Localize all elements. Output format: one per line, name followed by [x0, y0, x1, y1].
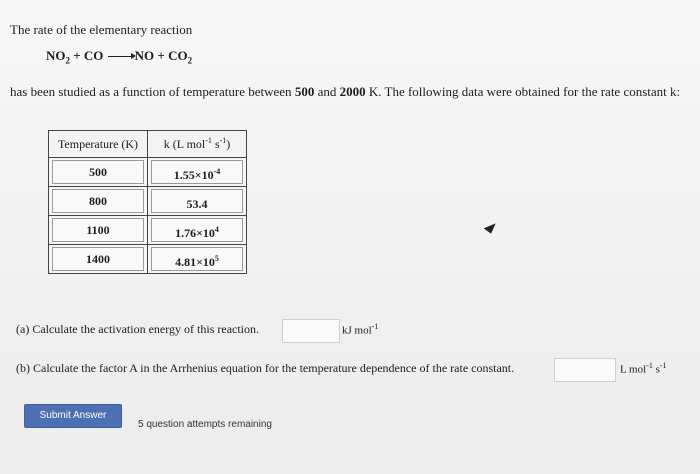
header-temperature: Temperature (K): [49, 131, 148, 158]
table-row: [49, 187, 247, 216]
reactant-co: + CO: [70, 48, 104, 63]
activation-energy-input[interactable]: [282, 319, 340, 343]
table-row: [49, 158, 247, 187]
question-b-text: (b) Calculate the factor A in the Arrhenius equation for the temperature dependence of the rate constant.: [16, 361, 515, 375]
temp-cell: 500: [52, 160, 144, 184]
rate-constant-table: [48, 130, 247, 274]
arrhenius-factor-unit: L mol$^{-1}$ $s^{-1}$: [620, 361, 667, 376]
k-cell: $1.76\times 10^4$: [151, 218, 243, 242]
k-cell: $1.55\times 10^{-4}$: [151, 160, 243, 184]
arrhenius-factor-input[interactable]: [554, 358, 616, 382]
k-cell: 53.4: [151, 189, 243, 213]
k-cell: $4.81\times 10^5$: [151, 247, 243, 271]
table-header-row: [49, 131, 247, 158]
temp-cell: 1100: [52, 218, 144, 242]
question-a-text: (a) Calculate the activation energy of this reaction.: [16, 322, 260, 336]
temp-cell: 1400: [52, 247, 144, 271]
table-row: [49, 216, 247, 245]
reaction-arrow-icon: [108, 56, 134, 57]
reactant-no2: NO: [46, 48, 66, 63]
table-row: [49, 245, 247, 274]
problem-description: has been studied as a function of temperature between 500 and 2000 K. The following data were obtained for the rate constant k:: [10, 84, 681, 99]
products: NO + CO: [134, 48, 188, 63]
submit-answer-button[interactable]: Submit Answer: [24, 404, 122, 428]
header-rate-constant: k (L mol$^{-1}$ $s^{-1}$): [148, 131, 247, 158]
problem-intro: The rate of the elementary reaction: [10, 22, 193, 37]
mouse-cursor-icon: [484, 219, 498, 233]
activation-energy-unit: kJ mol$^{-1}$: [342, 322, 379, 337]
reaction-equation: $NO_2$ + CO NO + $CO_2$: [46, 48, 193, 66]
temp-cell: 800: [52, 189, 144, 213]
attempts-remaining: 5 question attempts remaining: [138, 419, 272, 430]
